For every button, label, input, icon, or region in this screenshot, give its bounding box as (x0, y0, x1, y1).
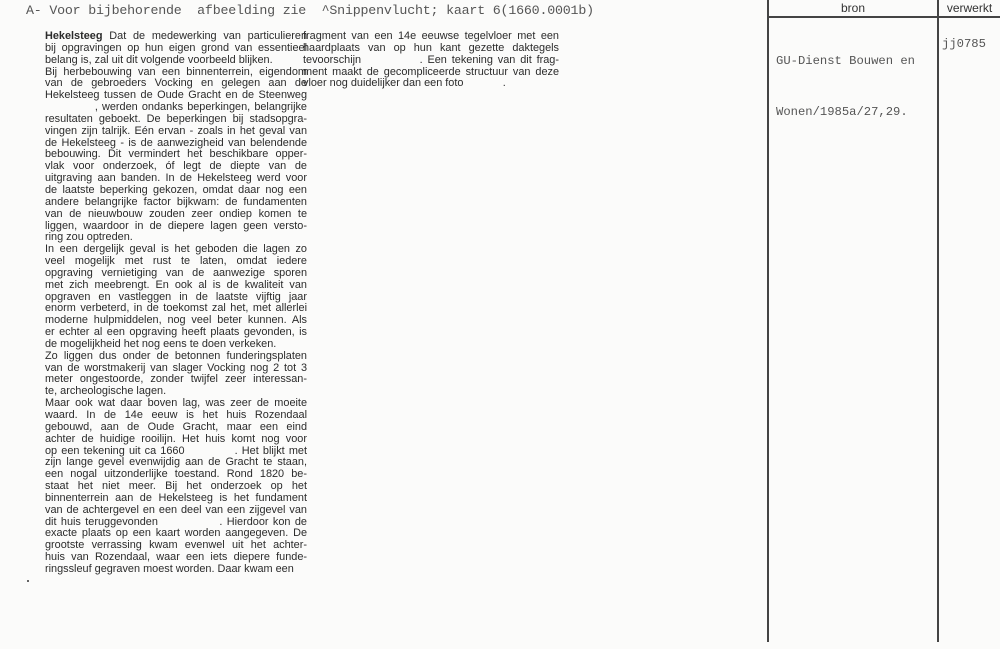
scan-speck (27, 580, 29, 582)
text-line-content: binnenterrein aan de Hekelsteeg is het fundament (45, 491, 307, 504)
text-line-content: ring zou optreden. (45, 231, 133, 244)
text-line-content: Bij herbebouwing van een binnenterrein, eigendom (45, 65, 307, 78)
text-line-content: zijn lange gevel evenwijdig aan de Gracht te staan, (45, 456, 307, 469)
text-line-content: vingen zijn talrijk. Eén ervan - zoals in het geval van (45, 124, 307, 137)
text-line-content: resultaten geboekt. De beperkingen bij stadsopgra- (45, 112, 307, 125)
text-line-content: ment maakt de gecompliceerde structuur van deze (303, 65, 559, 78)
text-line-content: grootste verrassing kwam evenwel uit het achter- (45, 539, 307, 552)
text-line-content: Dat de medewerking van particulieren (102, 30, 307, 42)
text-line-content: uitgraving aan banden. In de Hekelsteeg werd voor (45, 172, 307, 185)
text-line (45, 564, 307, 576)
table-border-left (767, 0, 769, 642)
text-line-content: In een dergelijk geval is het geboden die lagen zo (45, 243, 307, 256)
text-line-content: ringssleuf gegraven moest worden. Daar kwam een (45, 562, 294, 575)
reference-line: A- Voor bijbehorende afbeelding zie ^Snippenvlucht; kaart 6(1660.0001b) (26, 3, 594, 18)
text-line-content: staat het niet meer. Bij het onderzoek op het (45, 480, 307, 493)
text-line-content: belang is, zal uit dit volgende voorbeeld blijken. (45, 53, 273, 66)
text-line-content: achter de huidige rooilijn. Het huis komt nog voor (45, 432, 307, 445)
text-line-content: meter ongestoorde, zonder twijfel zeer interessan- (45, 373, 307, 386)
text-line-content: waard. In de 14e eeuw is het huis Rozendaal (45, 409, 307, 421)
text-line-content: huis van Rozendaal, waar een iets diepere funde- (45, 551, 307, 564)
section-heading: Hekelsteeg (45, 30, 103, 42)
text-line-content: opgraving vernietiging van de aanwezige sporen (45, 266, 307, 279)
article-left-column (45, 31, 307, 576)
text-line-content: tevoorschijn . Een tekening van dit frag- (303, 53, 559, 66)
text-line-content: Zo liggen dus onder de betonnen funderingsplaten (45, 349, 307, 362)
text-line-content: de laatste beperking gekozen, omdat daar nog een (45, 183, 307, 196)
text-line-content: met zich meebrengt. En ook al is de kwaliteit van (45, 278, 307, 291)
table-cell-bron (776, 19, 915, 138)
text-line-content: dit huis teruggevonden . Hierdoor kon de (45, 515, 307, 528)
text-line-content: er echter al een opgraving heeft plaats gevonden, is (45, 326, 307, 339)
text-line-content: van de gebroeders Vocking en gelegen aan de (45, 77, 307, 90)
bron-line-2: Wonen/1985a/27,29. (776, 105, 908, 119)
text-line-content: , werden ondanks beperkingen, belangrijke (45, 101, 307, 114)
table-header-verwerkt: verwerkt (946, 1, 993, 15)
text-line (303, 78, 559, 90)
text-line-content: opgraven en vastleggen in de laatste vijftig jaar (45, 290, 307, 303)
table-header-bron: bron (840, 1, 866, 15)
table-border-middle (937, 0, 939, 642)
text-line-content: veel mogelijk met rust te laten, omdat iedere (45, 255, 307, 268)
text-line-content: fragment van een 14e eeuwse tegelvloer met een (303, 30, 559, 42)
text-line-content: liggen, waardoor in de diepere lagen geen versto- (45, 219, 307, 232)
text-line-content: exacte plaats op een kaart worden aangegeven. De (45, 527, 307, 540)
text-line-content: vloer nog duidelijker dan een foto . (303, 77, 506, 90)
text-line-content: andere belangrijke factor bijkwam: de fundamenten (45, 195, 307, 208)
text-line-content: een nogal uitzonderlijke toestand. Rond 1820 be- (45, 468, 307, 481)
table-cell-verwerkt: jj0785 (942, 37, 986, 51)
text-line-content: haardplaats van op hun kant gezette daktegels (303, 41, 559, 54)
text-line-content: bebouwing. Dit vermindert het beschikbare opper- (45, 148, 307, 161)
text-line-content: bij opgravingen op hun eigen grond van essentieel (45, 41, 307, 54)
text-line-content: de Hekelsteeg - is de aanwezigheid van belendende (45, 136, 307, 149)
text-line-content: van de worstmakerij van slager Vocking nog 2 tot 3 (45, 361, 307, 374)
table-header-divider (767, 16, 1000, 18)
text-line-content: te, archeologische lagen. (45, 385, 167, 398)
text-line-content: Maar ook wat daar boven lag, was zeer de moeite (45, 397, 307, 410)
article-right-column (303, 31, 559, 90)
text-line-content: enorm verbeterd, in de toekomst zal het, met allerlei (45, 302, 307, 315)
text-line-content: vlak voor onderzoek, óf legt de diepte van de (45, 160, 307, 173)
text-line-content: moderne hulpmiddelen, nog veel beter kunnen. Als (45, 314, 307, 327)
bron-line-1: GU-Dienst Bouwen en (776, 54, 915, 68)
text-line-content: op een tekening uit ca 1660 . Het blijkt met (45, 444, 307, 457)
text-line-content: Hekelsteeg tussen de Oude Gracht en de Steenweg (45, 89, 307, 102)
text-line-content: van de nieuwbouw zouden zeer ondiep komen te (45, 207, 307, 220)
text-line-content: van de achtergevel en een deel van een zijgevel van (45, 503, 307, 516)
text-line-content: de mogelijkheid het nog eens te doen verkeken. (45, 337, 277, 350)
text-line-content: gebouwd, aan de Oude Gracht, maar een eind (45, 420, 307, 433)
